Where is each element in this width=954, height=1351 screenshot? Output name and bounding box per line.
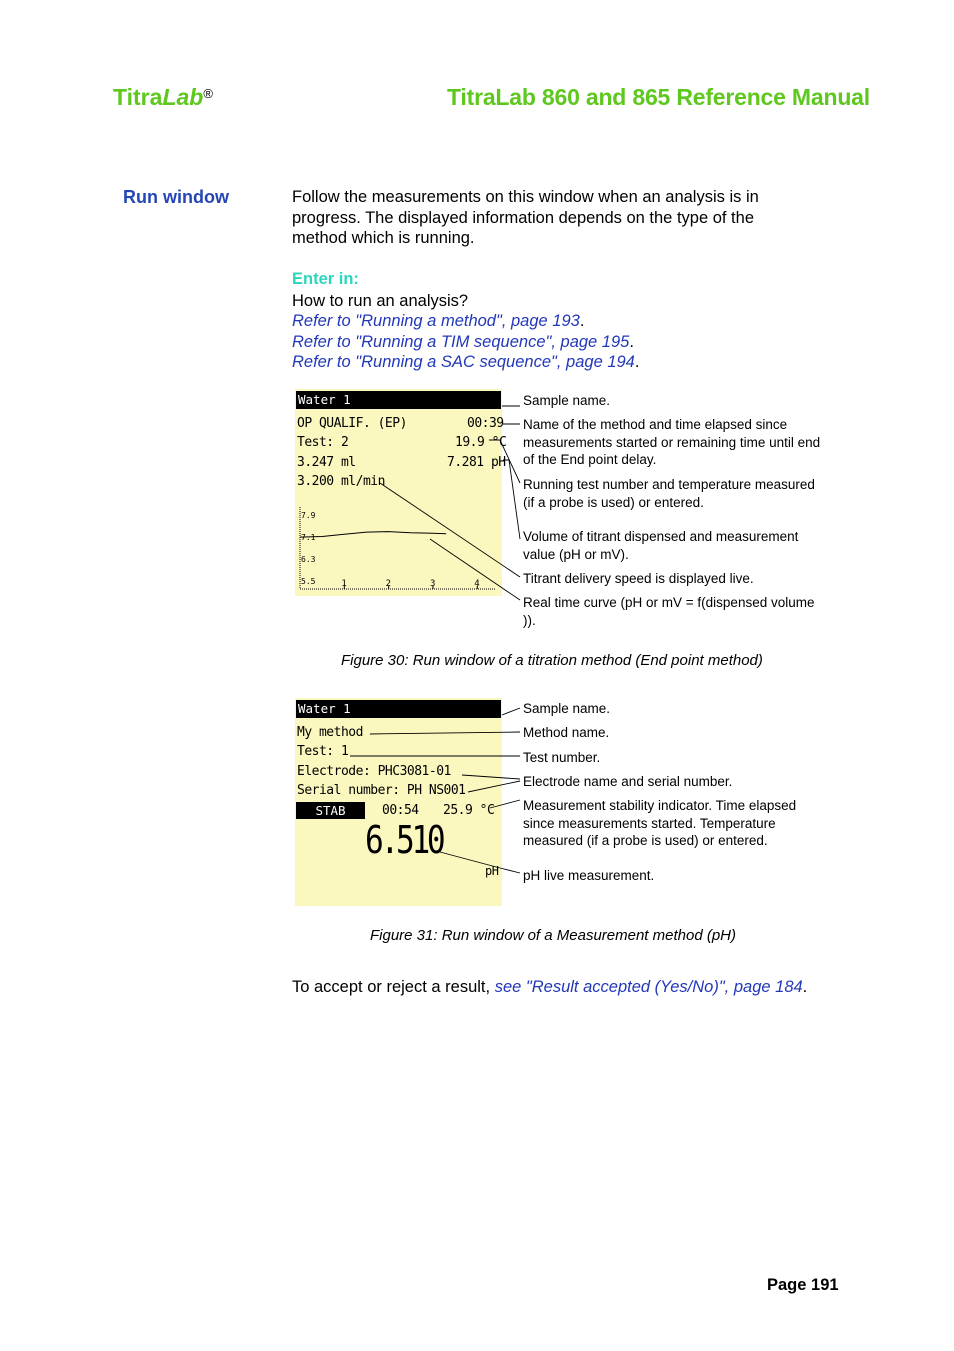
callout-stability-time-temp: Measurement stability indicator. Time elapsed since measurements started. Temperature measured (if a probe is used) or entered. [523,798,797,848]
result-accepted-link[interactable]: see "Result accepted (Yes/No)", page 184 [494,978,803,996]
curve-x-tick-label: 3 [429,579,436,589]
curve-y-tick-label: 7.1 [301,533,316,543]
callout-ph-live: pH live measurement. [523,868,655,883]
temperature: 19.9 °C [455,435,507,450]
volume-dispensed: 3.247 ml [297,455,356,470]
accept-reject-paragraph: To accept or reject a result, see "Result accepted (Yes/No)", page 184. [292,978,808,996]
callout-real-time-curve: Real time curve (pH or mV = f(dispensed volume )). [523,595,815,628]
ref-link-running-method[interactable]: Refer to "Running a method", page 193. [292,312,585,330]
curve-y-tick-label: 6.3 [301,554,316,564]
curve-x-tick-label: 4 [474,579,480,589]
test-number: Test: 2 [297,435,349,450]
elapsed-time: 00:39 [467,416,504,431]
test-number: Test: 1 [297,744,349,759]
section-title: Run window [123,187,229,207]
callout-test-temperature: Running test number and temperature measured (if a probe is used) or entered. [523,477,815,510]
electrode-name: Electrode: PHC3081-01 [297,764,451,779]
sample-name-bar: Water 1 [296,391,501,409]
callout-sample-name: Sample name. [523,393,611,408]
elapsed-time: 00:54 [382,803,419,818]
method-name: OP QUALIF. (EP) [297,416,407,431]
enter-in-heading: Enter in: [292,270,359,288]
callout-electrode-serial: Electrode name and serial number. [523,774,733,789]
figure-31-caption: Figure 31: Run window of a Measurement method (pH) [370,927,737,944]
callout-method-time: Name of the method and time elapsed since measurements started or remaining time until end of the End point delay. [523,417,821,467]
callout-volume-measurement: Volume of titrant dispensed and measurement value (pH or mV). [523,529,799,562]
brand-logo: TitraLab® [113,84,213,110]
page-number: Page 191 [767,1276,839,1294]
callout-sample-name: Sample name. [523,701,611,716]
method-name: My method [297,725,363,740]
callout-method-name: Method name. [523,725,610,740]
intro-paragraph: Follow the measurements on this window when an analysis is in progress. The displayed information depends on the type of the method which is running. [292,188,759,248]
measurement-value-large: 6.510 [365,818,443,862]
curve-x-tick-label: 2 [385,579,392,589]
manual-title: TitraLab 860 and 865 Reference Manual [447,84,870,110]
temperature: 25.9 °C [443,803,495,818]
curve-y-tick-label: 7.9 [301,511,316,521]
figure-30-caption: Figure 30: Run window of a titration method (End point method) [341,652,763,669]
delivery-speed: 3.200 ml/min [297,474,385,489]
how-to-text: How to run an analysis? [292,292,469,310]
sample-name-bar: Water 1 [296,700,501,718]
curve-y-tick-label: 5.5 [301,576,316,586]
ref-link-sac-sequence[interactable]: Refer to "Running a SAC sequence", page 194. [292,353,640,371]
callout-test-number: Test number. [523,750,601,765]
measurement-value: 7.281 pH [447,455,506,470]
curve-x-tick-label: 1 [341,579,347,589]
callout-delivery-speed: Titrant delivery speed is displayed live. [523,571,754,586]
stability-indicator: STAB [296,802,365,819]
ref-link-tim-sequence[interactable]: Refer to "Running a TIM sequence", page 195. [292,333,634,351]
measurement-unit: pH [485,864,499,878]
serial-number: Serial number: PH NS001 [297,783,466,798]
